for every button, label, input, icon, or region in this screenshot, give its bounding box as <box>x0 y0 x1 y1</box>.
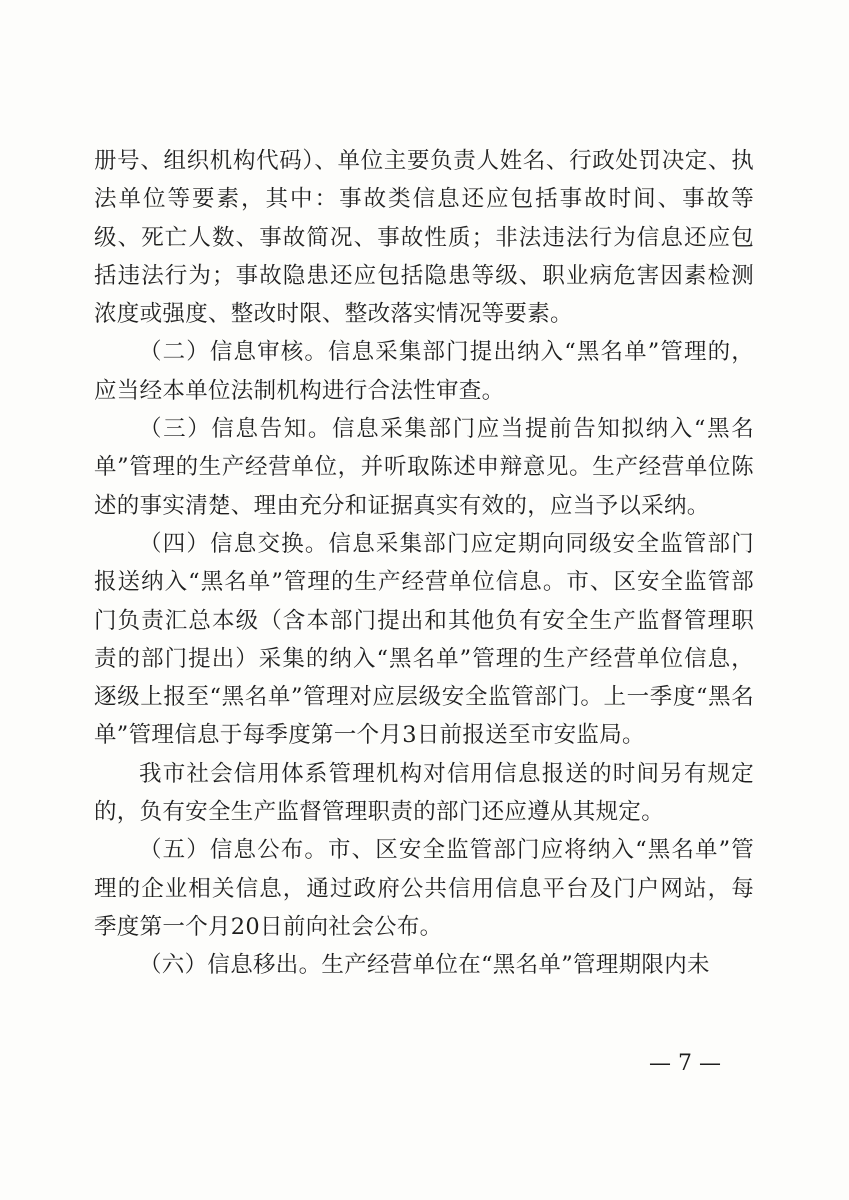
paragraph-info-publish: （五）信息公布。市、区安全监管部门应将纳入“黑名单”管理的企业相关信息，通过政府公共信用信息平台及门户网站，每季度第一个月20日前向社会公布。 <box>94 837 754 940</box>
paragraph-continuation: 册号、组织机构代码）、单位主要负责人姓名、行政处罚决定、执法单位等要素，其中：事故类信息还应包括事故时间、事故等级、死亡人数、事故简况、事故性质；非法违法行为信息还应包括违法行为；事故隐患还应包括隐患等级、职业病危害因素检测浓度或强度、整改时限、整改落实情况等要素。 <box>94 148 754 328</box>
paragraph-info-notice: （三）信息告知。信息采集部门应当提前告知拟纳入“黑名单”管理的生产经营单位，并听取陈述申辩意见。生产经营单位陈述的事实清楚、理由充分和证据真实有效的，应当予以采纳。 <box>94 416 754 519</box>
paragraph-info-removal: （六）信息移出。生产经营单位在“黑名单”管理期限内未 <box>139 952 710 979</box>
page-number: — 7 — <box>649 1051 721 1076</box>
paragraph-credit-system: 我市社会信用体系管理机构对信用信息报送的时间另有规定的，负有安全生产监督管理职责的部门还应遵从其规定。 <box>94 760 754 826</box>
paragraph-info-review: （二）信息审核。信息采集部门提出纳入“黑名单”管理的，应当经本单位法制机构进行合法性审查。 <box>94 339 754 404</box>
paragraph-info-exchange: （四）信息交换。信息采集部门应定期向同级安全监管部门报送纳入“黑名单”管理的生产经营单位信息。市、区安全监管部门负责汇总本级（含本部门提出和其他负有安全生产监督管理职责的部门提出）采集的纳入“黑名单”管理的生产经营单位信息，逐级上报至“黑名单”管理对应层级安全监管部门。上一季度“黑名单”管理信息于每季度第一个月3日前报送至市安监局。 <box>94 530 754 749</box>
body-text <box>94 142 754 985</box>
